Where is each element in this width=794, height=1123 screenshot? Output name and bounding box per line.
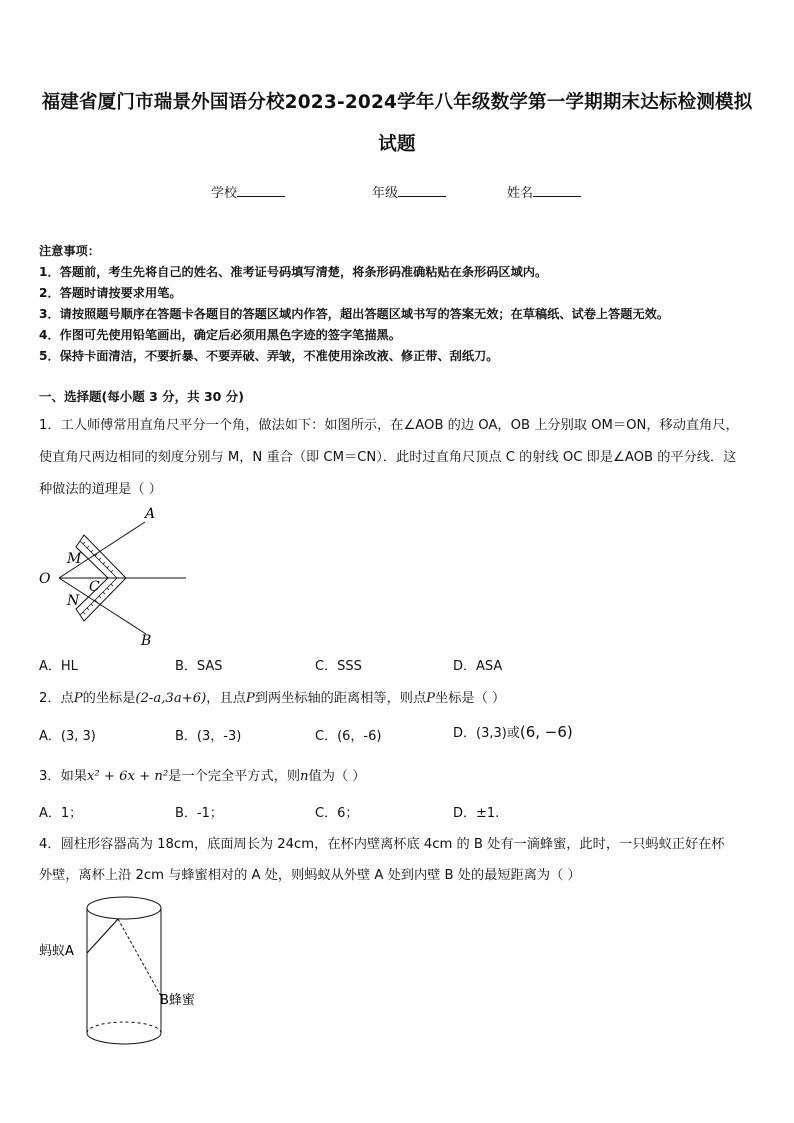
option-c[interactable]: C．SSS [315, 659, 362, 674]
q2-text: 坐标是（ ） [435, 691, 506, 706]
notes-heading: 注意事项： [39, 244, 100, 258]
question-1-line: 种做法的道理是（ ） [39, 482, 162, 497]
path-inner [118, 919, 161, 996]
name-label: 姓名 [507, 186, 534, 201]
option-d[interactable] [453, 722, 573, 741]
option-d[interactable]: D．ASA [453, 659, 503, 674]
note-item: 4．作图可先使用铅笔画出，确定后必须用黑色字迹的签字笔描黑。 [39, 328, 401, 342]
q2-var-p: P [73, 691, 83, 706]
option-c[interactable]: C．6； [315, 806, 359, 821]
label-b: B [141, 633, 152, 649]
q3-text: 是一个完全平方式，则 [168, 769, 301, 784]
question-1-line: 1．工人师傅常用直角尺平分一个角，做法如下：如图所示，在∠AOB 的边 OA，OB 上分别取 OM＝ON，移动直角尺， [39, 418, 739, 433]
page-title-continued: 试题 [378, 134, 416, 155]
note-item: 1．答题前，考生先将自己的姓名、准考证号码填写清楚，将条形码准确粘贴在条形码区域内。 [39, 265, 548, 279]
name-blank[interactable] [533, 184, 581, 197]
option-a[interactable]: A．(3, 3) [39, 729, 96, 744]
school-field[interactable] [211, 182, 285, 201]
q2-text: ，且点 [206, 691, 246, 706]
q3-text: 3．如果 [39, 769, 87, 784]
q3-var-n: n [300, 769, 309, 784]
q2-var-p: P [245, 691, 255, 706]
option-d[interactable]: D．±1. [453, 806, 500, 821]
question-4-line: 4．圆柱形容器高为 18cm，底面周长为 24cm，在杯内壁离杯底 4cm 的 B 处有一滴蜂蜜，此时，一只蚂蚁正好在杯 [39, 837, 725, 852]
option-b[interactable]: B．-1； [175, 806, 223, 821]
grade-label: 年级 [372, 186, 399, 201]
q2-coordinate: (2-a,3a+6) [135, 691, 207, 706]
label-a: A [145, 506, 156, 522]
label-ant: 蚂蚁A [39, 944, 74, 959]
q2-text: 到两坐标轴的距离相等，则点 [254, 691, 427, 706]
q2-text: 2．点 [39, 691, 74, 706]
option-b[interactable]: B．SAS [175, 659, 223, 674]
question-1-line: 使直角尺两边相同的刻度分别与 M，N 重合（即 CM＝CN）．此时过直角尺顶点 C 的射线 OC 即是∠AOB 的平分线．这 [39, 450, 737, 465]
note-item: 3．请按照题号顺序在答题卡各题目的答题区域内作答，超出答题区域书写的答案无效；在草稿纸、试卷上答题无效。 [39, 307, 670, 321]
cylinder-bottom-front [87, 1033, 161, 1044]
label-honey: B蜂蜜 [160, 993, 195, 1008]
note-item: 2．答题时请按要求用笔。 [39, 286, 182, 300]
angle-bisector-figure [36, 500, 196, 650]
name-field[interactable] [507, 182, 581, 201]
section-heading: 一、选择题(每小题 3 分，共 30 分) [39, 389, 244, 404]
option-a[interactable]: A．HL [39, 659, 78, 674]
label-m: M [67, 551, 82, 567]
q3-text: 值为（ ） [308, 769, 366, 784]
label-c: C [89, 579, 100, 595]
grade-field[interactable] [372, 182, 446, 201]
label-o: O [39, 571, 51, 587]
option-a[interactable]: A．1； [39, 806, 83, 821]
question-3-line [39, 765, 365, 784]
q3-expression: x² + 6x + n² [86, 769, 169, 784]
question-2-line [39, 687, 505, 706]
cylinder-top [87, 897, 161, 919]
cylinder-figure [36, 893, 226, 1053]
path-outer [87, 919, 118, 953]
q2-text: 的坐标是 [82, 691, 136, 706]
school-label: 学校 [211, 186, 238, 201]
note-item: 5．保持卡面清洁，不要折暴、不要弄破、弄皱，不准使用涂改液、修正带、刮纸刀。 [39, 349, 499, 363]
grade-blank[interactable] [398, 184, 446, 197]
cylinder-bottom-back [87, 1022, 161, 1033]
ray-oa [59, 522, 145, 578]
page-title: 福建省厦门市瑞景外国语分校2023-2024学年八年级数学第一学期期末达标检测模拟 [41, 92, 753, 113]
question-4-line: 外壁，离杯上沿 2cm 与蜂蜜相对的 A 处，则蚂蚁从外壁 A 处到内壁 B 处的最短距离为（ ） [39, 868, 581, 883]
option-d-text: D．(3,3)或 [453, 726, 520, 741]
label-n: N [67, 593, 80, 609]
option-d-coordinate: (6, −6) [519, 723, 573, 741]
q2-var-p: P [426, 691, 436, 706]
option-c[interactable]: C．(6，-6) [315, 729, 382, 744]
option-b[interactable]: B．(3，-3) [175, 729, 242, 744]
school-blank[interactable] [237, 184, 285, 197]
